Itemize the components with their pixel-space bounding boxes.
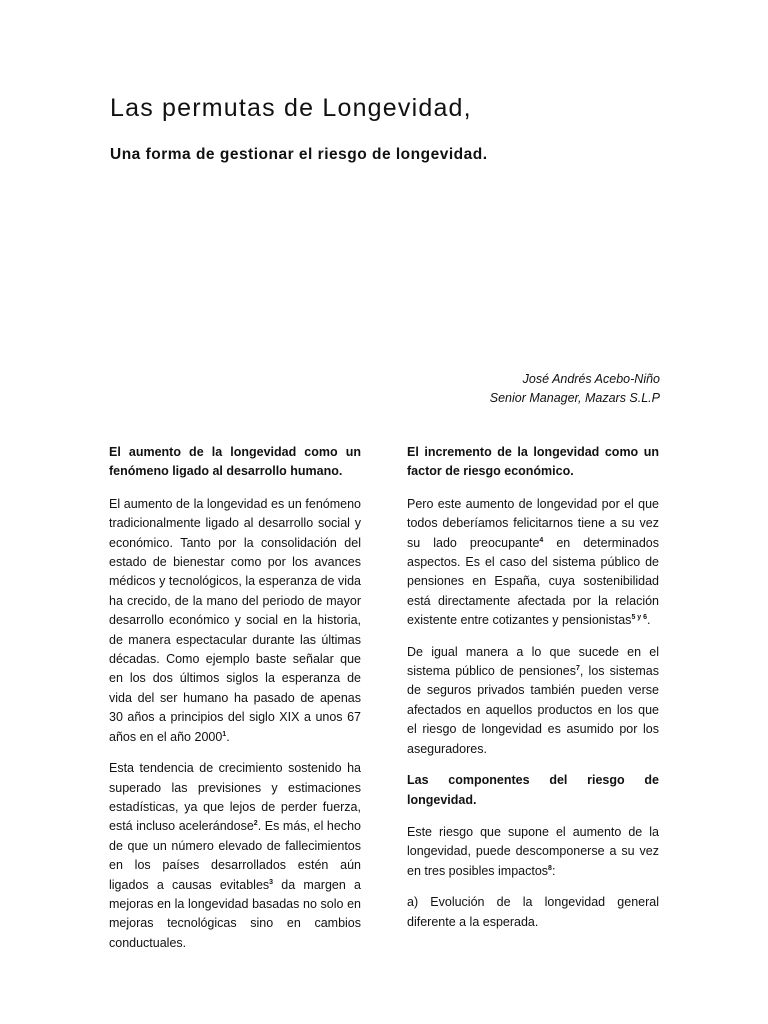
paragraph-text: . bbox=[226, 729, 230, 744]
footnote-ref: 2 bbox=[253, 820, 258, 828]
paragraph bbox=[407, 823, 659, 881]
paragraph bbox=[109, 495, 361, 747]
paragraph-text: De igual manera a lo que sucede en el sistema público de pensiones bbox=[407, 644, 659, 679]
footnote-ref: 4 bbox=[539, 536, 544, 544]
footnote-ref: 7 bbox=[576, 664, 580, 672]
paragraph bbox=[407, 643, 659, 759]
footnote-ref: 3 bbox=[269, 878, 274, 886]
author-role: Senior Manager, Mazars S.L.P bbox=[489, 391, 660, 405]
section-heading-risk-components: Las componentes del riesgo de longevidad. bbox=[407, 773, 659, 807]
paragraph-text: Pero este aumento de longevidad por el que todos deberíamos felicitarnos tiene a su vez su lado preocupante bbox=[407, 496, 659, 550]
footnote-ref: 1 bbox=[222, 730, 227, 738]
author-block bbox=[490, 370, 660, 408]
paragraph-text: . Es más, el hecho de que un número elevado de fallecimientos en los países desarrollados estén aún ligados a causas evitables bbox=[109, 819, 361, 892]
paragraph-text: Este riesgo que supone el aumento de la longevidad, puede descomponerse a su vez en tres posibles impactos bbox=[407, 824, 659, 878]
footnote-ref: 8 bbox=[548, 864, 552, 872]
section-heading-economic-risk: El incremento de la longevidad como un factor de riesgo económico. bbox=[407, 445, 659, 479]
document-subtitle: Una forma de gestionar el riesgo de longevidad. bbox=[110, 146, 488, 163]
paragraph-text: da margen a mejoras en la longevidad basadas no solo en mejoras tecnológicas sino en cambios conductuales. bbox=[109, 877, 361, 950]
paragraph-text: : bbox=[551, 863, 556, 878]
footnote-ref: 5 y 6 bbox=[631, 614, 648, 622]
paragraph-text: en determinados aspectos. Es el caso del sistema público de pensiones en España, cuya sostenibilidad está directamente afectada por la relación existente entre cotizantes y pensionistas bbox=[407, 535, 659, 628]
list-item: a) Evolución de la longevidad general diferente a la esperada. bbox=[407, 895, 659, 929]
paragraph-text: . bbox=[647, 613, 651, 628]
paragraph-text: El aumento de la longevidad es un fenómeno tradicionalmente ligado al desarrollo social y económico. Tanto por la consolidación del estado de bienestar como por los avances médicos y tecnológicos, la esperanza de vida ha crecido, de la mano del periodo de mayor desarrollo económico y social en la historia, de manera espectacular durante las últimas décadas. Como ejemplo baste señalar que en los dos últimos siglos la esperanza de vida del ser humano ha pasado de apenas 30 años a principios del siglo XIX a unos 67 años en el año 2000 bbox=[109, 496, 361, 744]
paragraph-text: , los sistemas de seguros privados también pueden verse afectados en aquellos productos en los que el riesgo de longevidad es asumido por los aseguradores. bbox=[407, 664, 659, 756]
paragraph-text: Esta tendencia de crecimiento sostenido ha superado las previsiones y estimaciones estadísticas, ya que lejos de perder fuerza, está incluso acelerándose bbox=[109, 761, 361, 834]
author-name: José Andrés Acebo-Niño bbox=[522, 372, 660, 386]
left-column bbox=[109, 443, 361, 965]
document-title: Las permutas de Longevidad, bbox=[110, 94, 472, 122]
paragraph bbox=[109, 759, 361, 953]
section-heading-longevity-development: El aumento de la longevidad como un fenómeno ligado al desarrollo humano. bbox=[109, 445, 361, 479]
right-column bbox=[407, 443, 659, 944]
paragraph bbox=[407, 495, 659, 631]
